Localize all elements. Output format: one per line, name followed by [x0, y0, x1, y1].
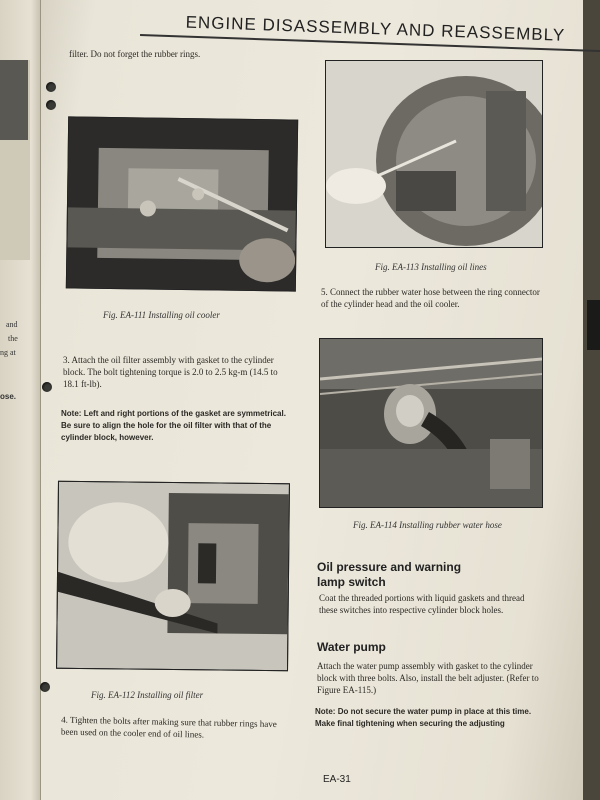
figure-ea-114-photo	[319, 338, 543, 508]
section-water-pump-text: Attach the water pump assembly with gasket to the cylinder block with three bolts. Also, install the belt adjuster. (Refer to Figure EA-115.)	[317, 661, 539, 695]
page-title: ENGINE DISASSEMBLY AND REASSEMBLY	[140, 8, 600, 52]
previous-page-text: ng at	[0, 348, 16, 357]
figure-ea-112-photo	[56, 481, 290, 671]
section-oil-pressure-heading: Oil pressure and warning lamp switch	[317, 560, 462, 589]
figure-ea-114-caption: Fig. EA-114 Installing rubber water hose	[353, 520, 502, 530]
intro-text: filter. Do not forget the rubber rings.	[69, 49, 201, 59]
note-water-pump	[315, 706, 545, 730]
note-gasket	[61, 408, 297, 444]
binder-hole	[46, 100, 56, 110]
section-oil-pressure-text: Coat the threaded portions with liquid gaskets and thread these switches into respective cylinder block holes.	[319, 593, 525, 615]
step-5-text: 5. Connect the rubber water hose between the ring connector of the cylinder head and the oil cooler.	[321, 287, 540, 309]
page-number: EA-31	[323, 774, 351, 785]
page-edge-shadow	[583, 0, 600, 800]
previous-page-text: the	[8, 334, 18, 343]
note-label: Note:	[61, 409, 82, 418]
step-3-text: 3. Attach the oil filter assembly with gasket to the cylinder block. The bolt tightening torque is 2.0 to 2.5 kg-m (14.5 to 18.1 ft-lb).	[63, 355, 278, 389]
figure-ea-112-caption: Fig. EA-112 Installing oil filter	[91, 690, 204, 700]
previous-page-photo-dark	[0, 60, 28, 140]
previous-page-text: and	[6, 320, 18, 329]
note-text: Left and right portions of the gasket are symmetrical. Be sure to align the hole for the oil filter with that of the cylinder block, however.	[61, 409, 286, 442]
note-label: Note:	[315, 707, 336, 716]
note-text: Do not secure the water pump in place at this time. Make final tightening when securing the adjusting	[315, 707, 532, 728]
previous-page-text: ose.	[0, 392, 17, 401]
figure-ea-111-caption: Fig. EA-111 Installing oil cooler	[103, 310, 220, 320]
previous-page-edge	[0, 0, 44, 800]
figure-ea-113-caption: Fig. EA-113 Installing oil lines	[375, 262, 487, 272]
binder-hole	[42, 382, 52, 392]
manual-page	[40, 0, 600, 800]
binder-hole	[46, 82, 56, 92]
section-tab-marker	[587, 300, 600, 350]
step-4-text: 4. Tighten the bolts after making sure that rubber rings have been used on the cooler end of oil lines.	[60, 714, 277, 740]
figure-ea-113-photo	[325, 60, 543, 248]
binder-hole	[40, 682, 50, 692]
section-water-pump-heading: Water pump	[317, 640, 386, 654]
figure-ea-111-photo	[66, 116, 298, 291]
